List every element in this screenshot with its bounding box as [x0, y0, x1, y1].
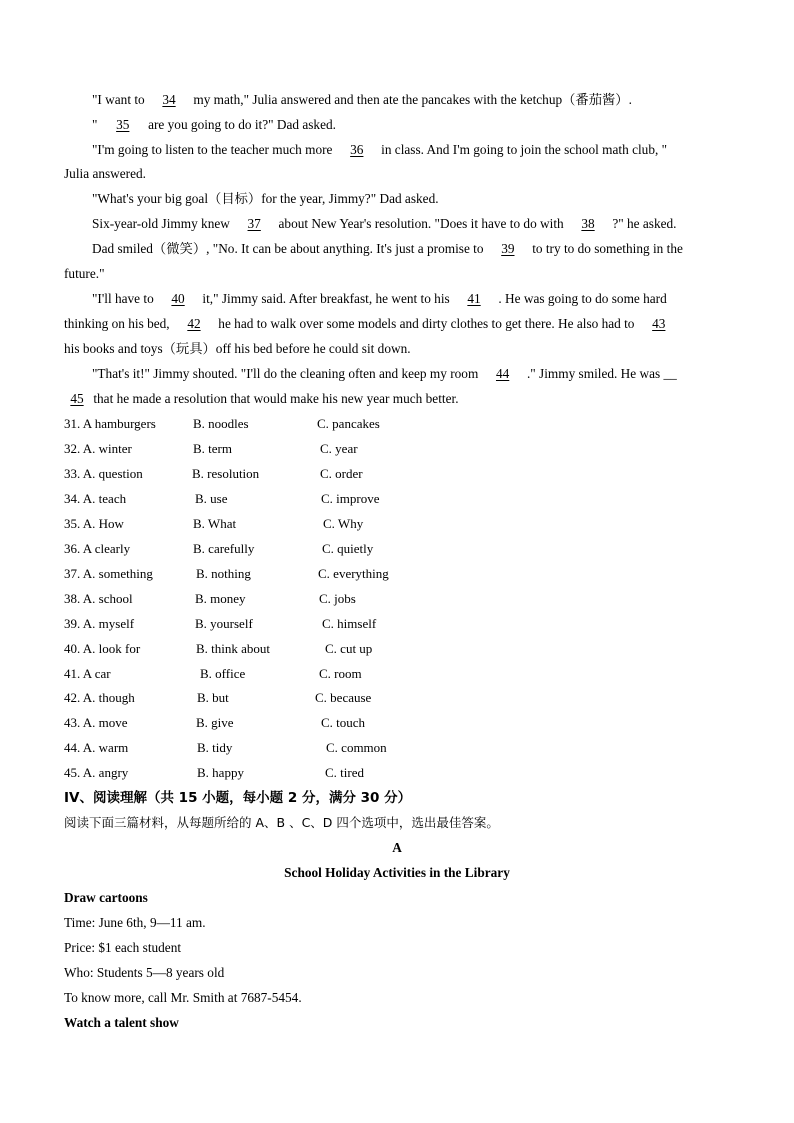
option-c: C. pancakes	[317, 416, 380, 431]
question-number-option-a: 33. A. question	[64, 465, 143, 481]
option-b: B. but	[197, 690, 229, 706]
option-c: C. quietly	[322, 540, 374, 556]
passage-line: " 35 are you going to do it?" Dad asked.	[92, 117, 336, 132]
activity-heading: Watch a talent show	[64, 1015, 179, 1030]
passage-line: thinking on his bed, 42 he had to walk over some models and dirty clothes to get there. He also had to 43	[64, 316, 680, 332]
option-c: C. touch	[321, 715, 366, 731]
passage-line: "I'm going to listen to the teacher much more 36 in class. And I'm going to join the school math club, "	[92, 142, 668, 157]
passage-line: "I'll have to 40 it," Jimmy said. After breakfast, he went to his 41 . He was going to do some hard	[92, 291, 667, 306]
section-heading: IV、阅读理解（共 15 小题，每小题 2 分，满分 30 分）	[64, 790, 412, 806]
option-c: C. cut up	[325, 640, 373, 656]
question-number-option-a: 34. A. teach	[64, 490, 127, 506]
blank-42: 42	[187, 316, 201, 331]
option-b: B. What	[193, 515, 237, 531]
option-b: B. happy	[197, 765, 244, 781]
option-c: C. Why	[323, 515, 364, 531]
question-number-option-a: 31. A hamburgers	[64, 416, 156, 431]
option-c: C. year	[320, 440, 358, 456]
question-number-option-a: 43. A. move	[64, 715, 128, 731]
option-b: B. money	[195, 590, 246, 606]
passage-line: Six-year-old Jimmy knew 37 about New Year's resolution. "Does it have to do with 38 ?" he asked.	[92, 216, 677, 231]
question-number-option-a: 40. A. look for	[64, 640, 141, 656]
option-c: C. order	[320, 465, 363, 481]
option-c: C. jobs	[319, 590, 356, 606]
option-c: C. everything	[318, 565, 389, 581]
blank-41: 41	[467, 291, 481, 306]
question-number-option-a: 38. A. school	[64, 590, 133, 606]
passage-line: Julia answered.	[64, 166, 146, 181]
option-b: B. tidy	[197, 740, 233, 756]
activity-price: Price: $1 each student	[64, 940, 182, 955]
passage-line: "That's it!" Jimmy shouted. "I'll do the cleaning often and keep my room 44 ." Jimmy smiled. He was __	[92, 366, 677, 381]
blank-38: 38	[581, 216, 595, 231]
question-number-option-a: 42. A. though	[64, 690, 135, 706]
option-b: B. give	[196, 715, 234, 731]
blank-44: 44	[495, 366, 510, 381]
activity-time: Time: June 6th, 9—11 am.	[64, 915, 206, 930]
blank-40: 40	[171, 291, 185, 306]
activity-contact: To know more, call Mr. Smith at 7687-5454.	[64, 990, 302, 1005]
blank-43: 43	[652, 316, 666, 331]
passage-line: Dad smiled（微笑）, "No. It can be about anything. It's just a promise to 39 to try to do something in the	[92, 241, 683, 256]
passage-letter: A	[392, 840, 402, 855]
option-c: C. because	[315, 690, 372, 706]
option-b: B. use	[195, 490, 228, 506]
option-b: B. noodles	[193, 416, 249, 431]
question-number-option-a: 39. A. myself	[64, 615, 135, 631]
passage-line: "I want to 34 my math," Julia answered and then ate the pancakes with the ketchup（番茄酱）.	[92, 92, 632, 107]
activity-audience: Who: Students 5—8 years old	[64, 965, 225, 980]
question-number-option-a: 41. A car	[64, 665, 111, 681]
blank-37: 37	[247, 216, 261, 231]
option-b: B. yourself	[195, 615, 253, 631]
blank-36: 36	[350, 142, 364, 157]
option-b: B. term	[193, 440, 232, 456]
question-number-option-a: 36. A clearly	[64, 540, 131, 556]
option-c: C. common	[326, 740, 387, 756]
option-c: C. room	[319, 665, 362, 681]
option-c: C. himself	[322, 615, 377, 631]
blank-45: 45	[70, 391, 84, 406]
activity-heading: Draw cartoons	[64, 890, 148, 905]
passage-line: "What's your big goal（目标）for the year, Jimmy?" Dad asked.	[92, 191, 439, 206]
question-number-option-a: 35. A. How	[64, 515, 124, 531]
question-number-option-a: 44. A. warm	[64, 740, 129, 756]
question-number-option-a: 45. A. angry	[64, 765, 129, 781]
question-number-option-a: 37. A. something	[64, 565, 153, 581]
passage-line: future."	[64, 266, 105, 281]
question-number-option-a: 32. A. winter	[64, 440, 132, 456]
option-b: B. office	[200, 665, 246, 681]
option-c: C. improve	[321, 490, 380, 506]
option-c: C. tired	[325, 765, 364, 781]
option-b: B. resolution	[192, 465, 260, 481]
passage-line: 45 that he made a resolution that would make his new year much better.	[64, 391, 459, 407]
option-b: B. nothing	[196, 565, 251, 581]
blank-35: 35	[116, 117, 130, 132]
passage-line: his books and toys（玩具）off his bed before he could sit down.	[64, 341, 411, 356]
option-b: B. carefully	[193, 540, 255, 556]
option-b: B. think about	[196, 640, 271, 656]
blank-34: 34	[162, 92, 176, 107]
blank-39: 39	[501, 241, 515, 256]
passage-title: School Holiday Activities in the Library	[284, 865, 510, 880]
section-instruction: 阅读下面三篇材料，从每题所给的 A、B 、C、D 四个选项中，选出最佳答案。	[64, 815, 499, 830]
